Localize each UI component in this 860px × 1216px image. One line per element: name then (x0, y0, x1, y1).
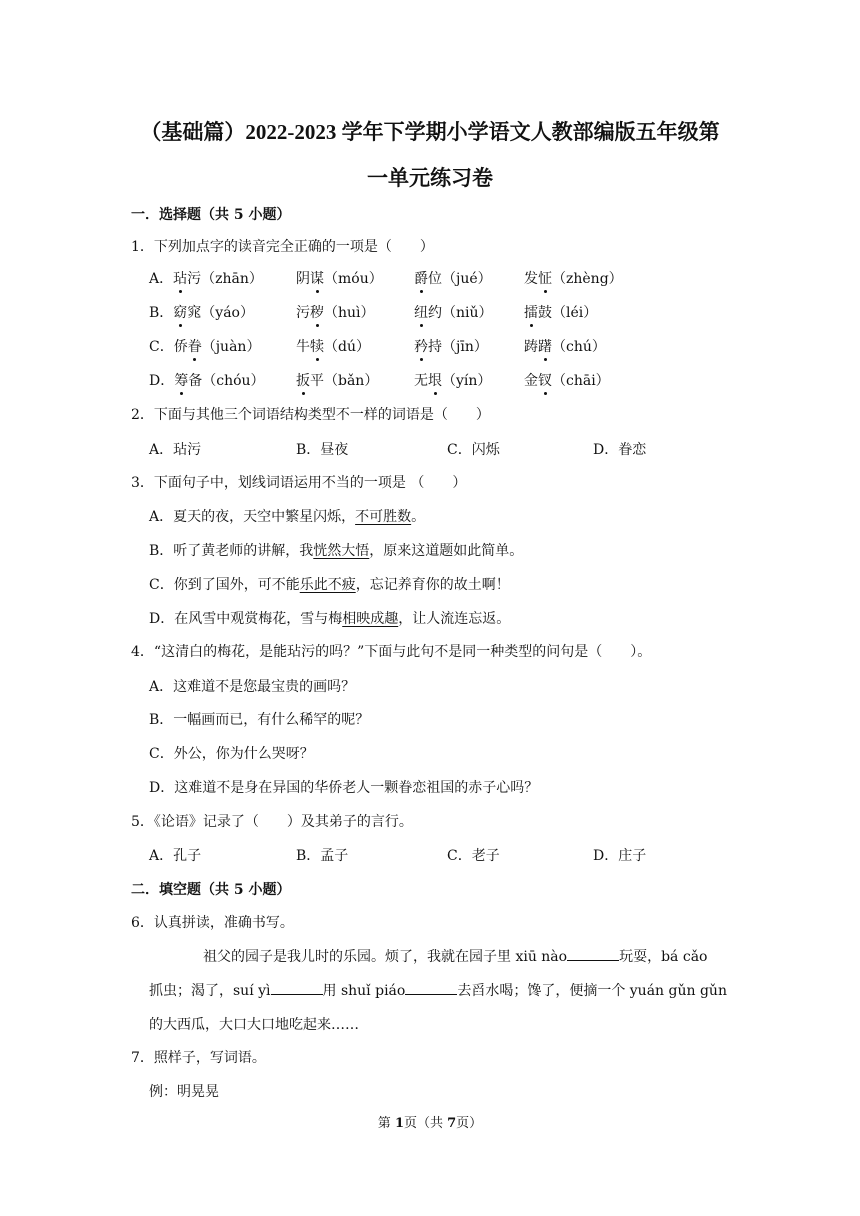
question-stem: 6．认真拼读，准确书写。 (131, 915, 294, 931)
option-text: A． (149, 271, 174, 287)
passage-text: 用 shuǐ piáo (322, 983, 406, 999)
q1-option-item (414, 268, 492, 288)
passage-line: 的大西瓜，大口大口地吃起来…… (149, 1017, 359, 1033)
example-text: 例：明晃晃 (149, 1084, 219, 1100)
option (149, 540, 523, 560)
blank-line (271, 982, 323, 995)
pinyin-text: 位（jué） (428, 271, 492, 287)
pinyin-text: （zhèng） (552, 271, 623, 287)
option: C．外公，你为什么哭呀？ (149, 746, 314, 762)
option: D．这难道不是身在异国的华侨老人一颗眷恋祖国的赤子心吗？ (149, 780, 539, 796)
section-heading: 二．填空题（共 5 小题） (131, 882, 291, 898)
dotted-character: 扳 (296, 370, 310, 390)
pinyin-text: （chāi） (552, 373, 610, 389)
option-text: B． (149, 305, 174, 321)
dotted-character: 怔 (538, 268, 552, 288)
pinyin-text: 平（bǎn） (310, 373, 379, 389)
dotted-character: 爵 (414, 268, 428, 288)
dotted-character: 玷 (173, 268, 187, 288)
pinyin-text: 持（jīn） (428, 339, 488, 355)
option: A．这难道不是您最宝贵的画吗？ (149, 679, 356, 695)
passage-text: 祖父的园子是我儿时的乐园。烦了，我就在园子里 xiū nào (203, 949, 568, 965)
option-text: ，忘记养育你的故土啊！ (355, 577, 510, 593)
blank-line (567, 948, 619, 961)
q1-option-item (524, 302, 597, 322)
q1-option-item (296, 336, 370, 356)
page-title-cont: 一单元练习卷 (367, 166, 493, 190)
option: D．庄子 (593, 848, 647, 864)
dotted-character: 钗 (538, 370, 552, 390)
option-text: 无 (414, 373, 428, 389)
option (149, 506, 425, 526)
dotted-character: 垠 (428, 370, 442, 390)
dotted-character: 秽 (310, 302, 324, 322)
q1-option-item (296, 370, 378, 390)
option-text: 金 (524, 373, 538, 389)
passage-text: 去舀水喝；馋了，便摘一个 yuán gǔn gǔn (457, 983, 727, 999)
option-text: ，让人流连忘返。 (398, 611, 511, 627)
pinyin-text: （dú） (324, 339, 370, 355)
underlined-word: 乐此不疲 (299, 577, 356, 593)
pinyin-text: 鼓（léi） (538, 305, 598, 321)
underlined-word: 不可胜数 (355, 509, 412, 525)
pinyin-text: （juàn） (201, 339, 261, 355)
pinyin-text: 备（chóu） (188, 373, 265, 389)
q1-option-item (414, 370, 491, 390)
q1-option-item (149, 336, 260, 356)
option-text: D． (149, 373, 175, 389)
question-stem: 4．“这清白的梅花，是能玷污的吗？”下面与此句不是同一种类型的问句是（ ）。 (131, 644, 652, 660)
option-text: D．在风雪中观赏梅花，雪与梅 (149, 611, 343, 627)
q1-option-item (149, 268, 263, 288)
dotted-character: 犊 (310, 336, 324, 356)
option: C．闪烁 (447, 442, 500, 458)
question-stem: 2．下面与其他三个词语结构类型不一样的词语是（ ） (131, 407, 490, 423)
q1-option-item (524, 336, 606, 356)
q1-option-item (149, 370, 265, 390)
option-text: C．侨 (149, 339, 188, 355)
option: A．孔子 (149, 848, 202, 864)
option-text: 发 (524, 271, 538, 287)
option-text: 阴 (296, 271, 310, 287)
pinyin-text: （yín） (442, 373, 492, 389)
page-title: （基础篇）2022-2023 学年下学期小学语文人教部编版五年级第 (140, 120, 720, 144)
page-number: 1 (394, 1116, 404, 1131)
passage-line (149, 980, 727, 1000)
dotted-character: 躇 (538, 336, 552, 356)
underlined-word: 恍然大悟 (313, 543, 370, 559)
footer-text: 第 (377, 1116, 395, 1131)
option-text: 。 (411, 509, 426, 525)
blank-line (405, 982, 457, 995)
pinyin-text: （chú） (552, 339, 606, 355)
option: A．玷污 (149, 442, 202, 458)
dotted-character: 筹 (174, 370, 188, 390)
pinyin-text: 约（niǔ） (428, 305, 493, 321)
q1-option-item (524, 370, 610, 390)
option (149, 574, 510, 594)
q1-option-item (524, 268, 623, 288)
option: B．昼夜 (296, 442, 349, 458)
passage-line (203, 946, 707, 966)
option-text: 踌 (524, 339, 538, 355)
question-stem: 1．下列加点字的读音完全正确的一项是（ ） (131, 239, 434, 255)
option: D．眷恋 (593, 442, 647, 458)
dotted-character: 窈 (173, 302, 187, 322)
pinyin-text: 窕（yáo） (187, 305, 254, 321)
page-footer (0, 1112, 860, 1131)
option: C．老子 (447, 848, 500, 864)
option-text: B．听了黄老师的讲解，我 (149, 543, 314, 559)
q1-option-item (149, 302, 254, 322)
passage-text: 玩耍，bá cǎo (619, 949, 708, 965)
dotted-character: 矜 (414, 336, 428, 356)
option-text: A．夏天的夜，天空中繁星闪烁， (149, 509, 356, 525)
option-text: C．你到了国外，可不能 (149, 577, 300, 593)
dotted-character: 谋 (310, 268, 324, 288)
option-text: ，原来这道题如此简单。 (369, 543, 524, 559)
option (149, 608, 510, 628)
option: B．一幅画而已，有什么稀罕的呢？ (149, 712, 370, 728)
footer-text: 页） (456, 1116, 483, 1131)
dotted-character: 眷 (188, 336, 202, 356)
question-stem: 3．下面句子中，划线词语运用不当的一项是 （ ） (131, 475, 467, 491)
section-heading: 一．选择题（共 5 小题） (131, 207, 291, 223)
option-text: 牛 (296, 339, 310, 355)
passage-text: 抓虫；渴了，suí yì (149, 983, 271, 999)
pinyin-text: （huì） (324, 305, 375, 321)
q1-option-item (296, 268, 383, 288)
underlined-word: 相映成趣 (342, 611, 399, 627)
option: B．孟子 (296, 848, 349, 864)
question-stem: 7．照样子，写词语。 (131, 1050, 266, 1066)
q1-option-item (414, 336, 488, 356)
pinyin-text: （móu） (324, 271, 383, 287)
page-total: 7 (447, 1116, 457, 1131)
option-text: 污 (296, 305, 310, 321)
pinyin-text: 污（zhān） (187, 271, 263, 287)
question-stem: 5．《论语》记录了（ ）及其弟子的言行。 (131, 814, 413, 830)
q1-option-item (296, 302, 375, 322)
footer-text: 页（共 (403, 1116, 448, 1131)
q1-option-item (414, 302, 493, 322)
dotted-character: 擂 (524, 302, 538, 322)
dotted-character: 纽 (414, 302, 428, 322)
